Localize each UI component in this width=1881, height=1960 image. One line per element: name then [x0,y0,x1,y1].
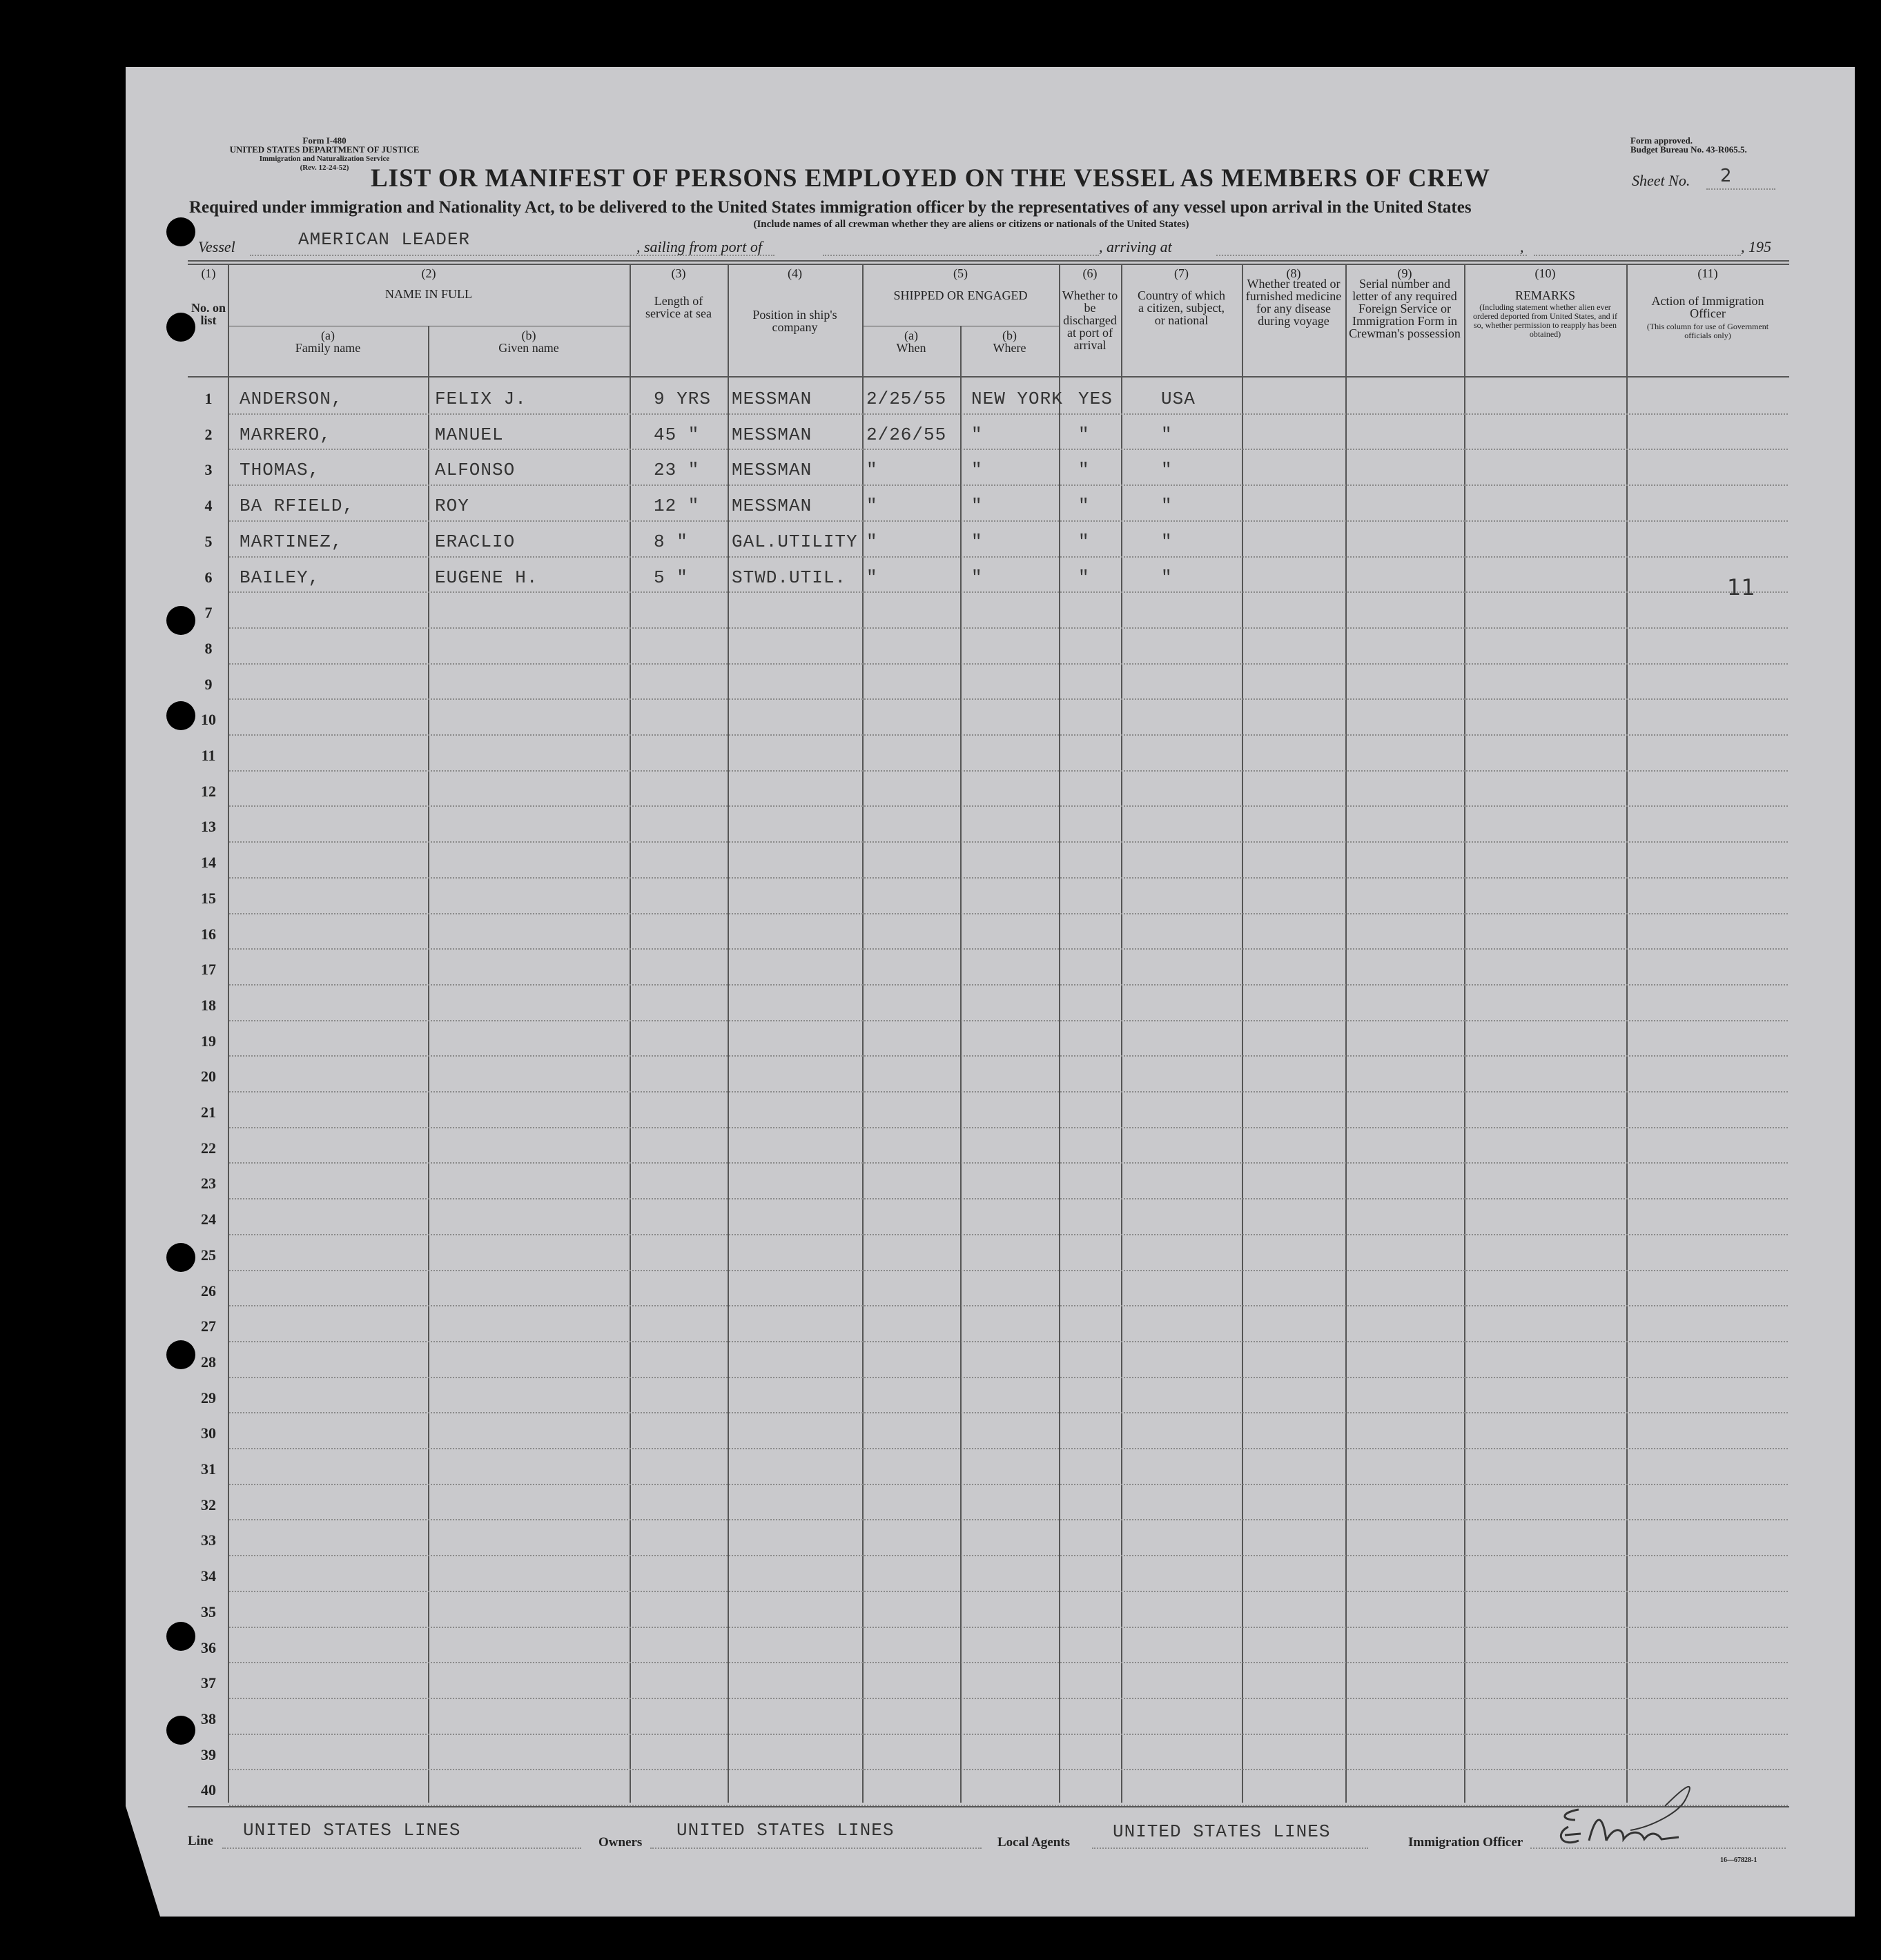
row-number: 26 [201,1282,216,1300]
col10-note: (Including statement whether alien ever ordered deported from United States, and if so, whether permission to reapply has been obtained) [1473,302,1617,339]
discharged-cell: " [1078,567,1090,588]
given-name-cell: FELIX J. [435,389,527,409]
agents-value: UNITED STATES LINES [1113,1821,1331,1842]
row-rule [229,1627,1788,1628]
year-label: , 195 [1741,238,1771,255]
col6-label: Whether to be discharged at port of arrival [1062,288,1118,352]
row-rule [229,841,1788,843]
row-rule [229,663,1788,665]
discharged-cell: " [1078,424,1090,445]
col5-label: SHIPPED OR ENGAGED [893,288,1028,302]
row-number: 27 [201,1317,216,1335]
punch-hole [166,313,195,342]
country-cell: " [1161,531,1173,552]
row-number: 36 [201,1638,216,1656]
form-number: Form I-480 [302,135,347,146]
row-number: 39 [201,1745,216,1763]
row-number: 18 [201,996,216,1014]
punch-hole [166,1340,195,1369]
row-rule [229,1591,1788,1592]
engaged-place-cell: " [971,567,983,588]
col2a-label: Family name [295,341,361,355]
service-length-cell: 45 " [654,424,700,445]
officer-signature [1548,1772,1720,1854]
country-cell: " [1161,424,1173,445]
row-number: 12 [201,782,216,800]
row-rule [229,913,1788,914]
vessel-name: AMERICAN LEADER [298,229,471,250]
col3-number: (3) [671,266,686,280]
row-number: 33 [201,1531,216,1549]
col6-number: (6) [1082,266,1098,280]
row-rule [229,1055,1788,1057]
col7-label: Country of which a citizen, subject, or national [1138,288,1225,327]
row-number: 37 [201,1674,216,1692]
agency-name: UNITED STATES DEPARTMENT OF JUSTICE [229,144,420,155]
col2-label: NAME IN FULL [385,287,472,301]
engaged-place-cell: " [971,531,983,552]
engaged-place-cell: " [971,496,983,517]
row-number: 32 [201,1496,216,1513]
row-number: 34 [201,1567,216,1585]
given-name-cell: ROY [435,496,469,517]
row-rule [229,1769,1788,1770]
row-rule [229,627,1788,629]
budget-bureau: Budget Bureau No. 43-R065.5. [1630,144,1747,155]
row-rule [229,1127,1788,1128]
row-number: 16 [201,925,216,943]
row-number: 2 [204,425,213,443]
col5a-label: When [896,341,926,355]
col1-number: (1) [201,266,216,280]
col8-label: Whether treated or furnished medicine for any disease during voyage [1245,277,1342,328]
row-rule [229,1162,1788,1164]
row-number: 23 [201,1175,216,1193]
vessel-label: Vessel [198,238,235,255]
form-subtitle: Required under immigration and Nationality Act, to be delivered to the United States immigration officer by the representatives of any vessel upon arrival in the United States [189,198,1472,217]
row-rule [229,1519,1788,1520]
line-value: UNITED STATES LINES [243,1820,461,1841]
form-subtitle-note: (Include names of all crewman whether they are aliens or citizens or nationals of the United States) [753,219,1189,230]
sheet-label: Sheet No. [1632,172,1690,189]
row-rule [229,1698,1788,1699]
row-rule [229,520,1788,522]
row-rule [229,1270,1788,1271]
service-name: Immigration and Naturalization Service [259,155,390,163]
row-rule [229,1412,1788,1413]
row-number: 25 [201,1246,216,1264]
col5a-number: (a) [904,329,918,342]
discharged-cell: " [1078,460,1090,481]
engaged-date-cell: " [866,496,878,517]
row-number: 35 [201,1603,216,1620]
engaged-date-cell: " [866,460,878,481]
family-name-cell: ANDERSON, [240,389,343,409]
officer-count: 11 [1727,574,1755,600]
row-number: 21 [201,1104,216,1121]
position-cell: STWD.UTIL. [732,567,847,588]
engaged-date-cell: 2/26/55 [866,424,947,445]
row-number: 19 [201,1032,216,1050]
col10-number: (10) [1534,266,1556,280]
row-number: 38 [201,1709,216,1727]
row-rule [229,1305,1788,1306]
family-name-cell: MARTINEZ, [240,531,343,552]
arriving-label: , arriving at [1099,238,1172,255]
row-rule [229,1198,1788,1199]
service-length-cell: 8 " [654,531,688,552]
row-rule [229,770,1788,772]
row-number: 28 [201,1353,216,1371]
row-number: 3 [204,461,213,479]
punch-hole [166,1716,195,1745]
row-rule [229,877,1788,879]
row-rule [229,1341,1788,1342]
country-cell: " [1161,496,1173,517]
row-number: 4 [204,497,213,515]
row-rule [229,1377,1788,1378]
position-cell: MESSMAN [732,496,812,517]
row-rule [229,1734,1788,1735]
col3-label: Length of service at sea [645,294,712,320]
row-number: 22 [201,1139,216,1157]
service-length-cell: 5 " [654,567,688,588]
engaged-date-cell: 2/25/55 [866,389,947,409]
punch-hole [166,606,195,635]
form-title: LIST OR MANIFEST OF PERSONS EMPLOYED ON THE VESSEL AS MEMBERS OF CREW [371,164,1490,193]
family-name-cell: MARRERO, [240,424,331,445]
row-rule [229,734,1788,736]
engaged-date-cell: " [866,567,878,588]
country-cell: " [1161,567,1173,588]
col4-label: Position in ship's company [752,308,837,334]
row-rule [229,948,1788,950]
row-rule [229,1662,1788,1663]
col4-number: (4) [788,266,802,280]
form-revision: (Rev. 12-24-52) [300,164,349,172]
sheet-number: 2 [1720,166,1732,186]
position-cell: MESSMAN [732,424,812,445]
col11-number: (11) [1697,266,1718,280]
punch-hole [166,701,195,730]
service-length-cell: 12 " [654,496,700,517]
row-rule [229,1091,1788,1092]
row-number: 15 [201,889,216,907]
row-number: 11 [201,747,216,764]
country-cell: " [1161,460,1173,481]
country-cell: USA [1161,389,1196,409]
punch-hole [166,1243,195,1272]
position-cell: GAL.UTILITY [732,531,858,552]
col2b-number: (b) [521,329,536,342]
punch-hole [166,217,195,246]
officer-label: Immigration Officer [1408,1835,1523,1850]
row-number: 30 [201,1424,216,1442]
col2b-label: Given name [498,341,559,355]
owners-value: UNITED STATES LINES [676,1820,895,1841]
row-rule [229,698,1788,700]
position-cell: MESSMAN [732,460,812,481]
row-number: 7 [204,604,213,622]
row-rule [229,591,1788,593]
row-rule [229,984,1788,986]
col8-number: (8) [1286,266,1301,280]
row-rule [229,484,1788,486]
row-number: 40 [201,1781,216,1799]
row-rule [229,1448,1788,1449]
row-rule [229,556,1788,558]
row-rule [229,1484,1788,1485]
discharged-cell: YES [1078,389,1113,409]
engaged-place-cell: " [971,424,983,445]
col1-label: No. on list [191,301,226,327]
row-number: 10 [201,711,216,729]
row-number: 9 [204,675,213,693]
family-name-cell: BA RFIELD, [240,496,355,517]
row-number: 6 [204,568,213,586]
punch-hole [166,1622,195,1651]
sailing-label: , sailing from port of [636,238,762,255]
col11-label: Action of Immigration Officer [1651,294,1764,320]
col5-number: (5) [953,266,968,280]
manifest-sheet [126,67,1855,1917]
row-number: 1 [204,390,213,407]
col7-number: (7) [1174,266,1189,280]
row-number: 14 [201,854,216,872]
position-cell: MESSMAN [732,389,812,409]
discharged-cell: " [1078,531,1090,552]
agents-label: Local Agents [997,1835,1071,1850]
row-number: 31 [201,1460,216,1478]
row-number: 20 [201,1068,216,1086]
row-rule [229,1555,1788,1556]
service-length-cell: 23 " [654,460,700,481]
row-rule [229,413,1788,415]
given-name-cell: EUGENE H. [435,567,538,588]
discharged-cell: " [1078,496,1090,517]
col9-label: Serial number and letter of any required Foreign Service or Immigration Form in Crewman's possession [1349,277,1461,340]
col9-number: (9) [1397,266,1412,280]
col2-number: (2) [421,266,436,280]
row-number: 17 [201,961,216,979]
engaged-place-cell: NEW YORK [971,389,1063,409]
row-number: 24 [201,1211,216,1228]
given-name-cell: ALFONSO [435,460,516,481]
folded-corner [126,1806,160,1917]
line-label: Line [188,1834,213,1848]
service-length-cell: 9 YRS [654,389,712,409]
row-rule [229,1234,1788,1235]
owners-label: Owners [598,1835,643,1850]
row-number: 5 [204,532,213,550]
row-number: 8 [204,639,213,657]
given-name-cell: ERACLIO [435,531,516,552]
col10-label: REMARKS [1514,288,1576,302]
form-approved: Form approved. [1630,135,1693,146]
row-number: 29 [201,1389,216,1407]
engaged-date-cell: " [866,531,878,552]
family-name-cell: BAILEY, [240,567,320,588]
row-number: 13 [201,818,216,836]
col5b-label: Where [993,341,1026,355]
col2a-number: (a) [321,329,335,342]
family-name-cell: THOMAS, [240,460,320,481]
row-rule [229,1020,1788,1021]
date-comma: , [1520,238,1524,255]
row-rule [229,449,1788,450]
col5b-number: (b) [1002,329,1017,342]
given-name-cell: MANUEL [435,424,504,445]
col11-note: (This column for use of Government officials only) [1646,322,1769,340]
row-rule [229,805,1788,807]
engaged-place-cell: " [971,460,983,481]
footer-code: 16—67828-1 [1720,1856,1757,1864]
